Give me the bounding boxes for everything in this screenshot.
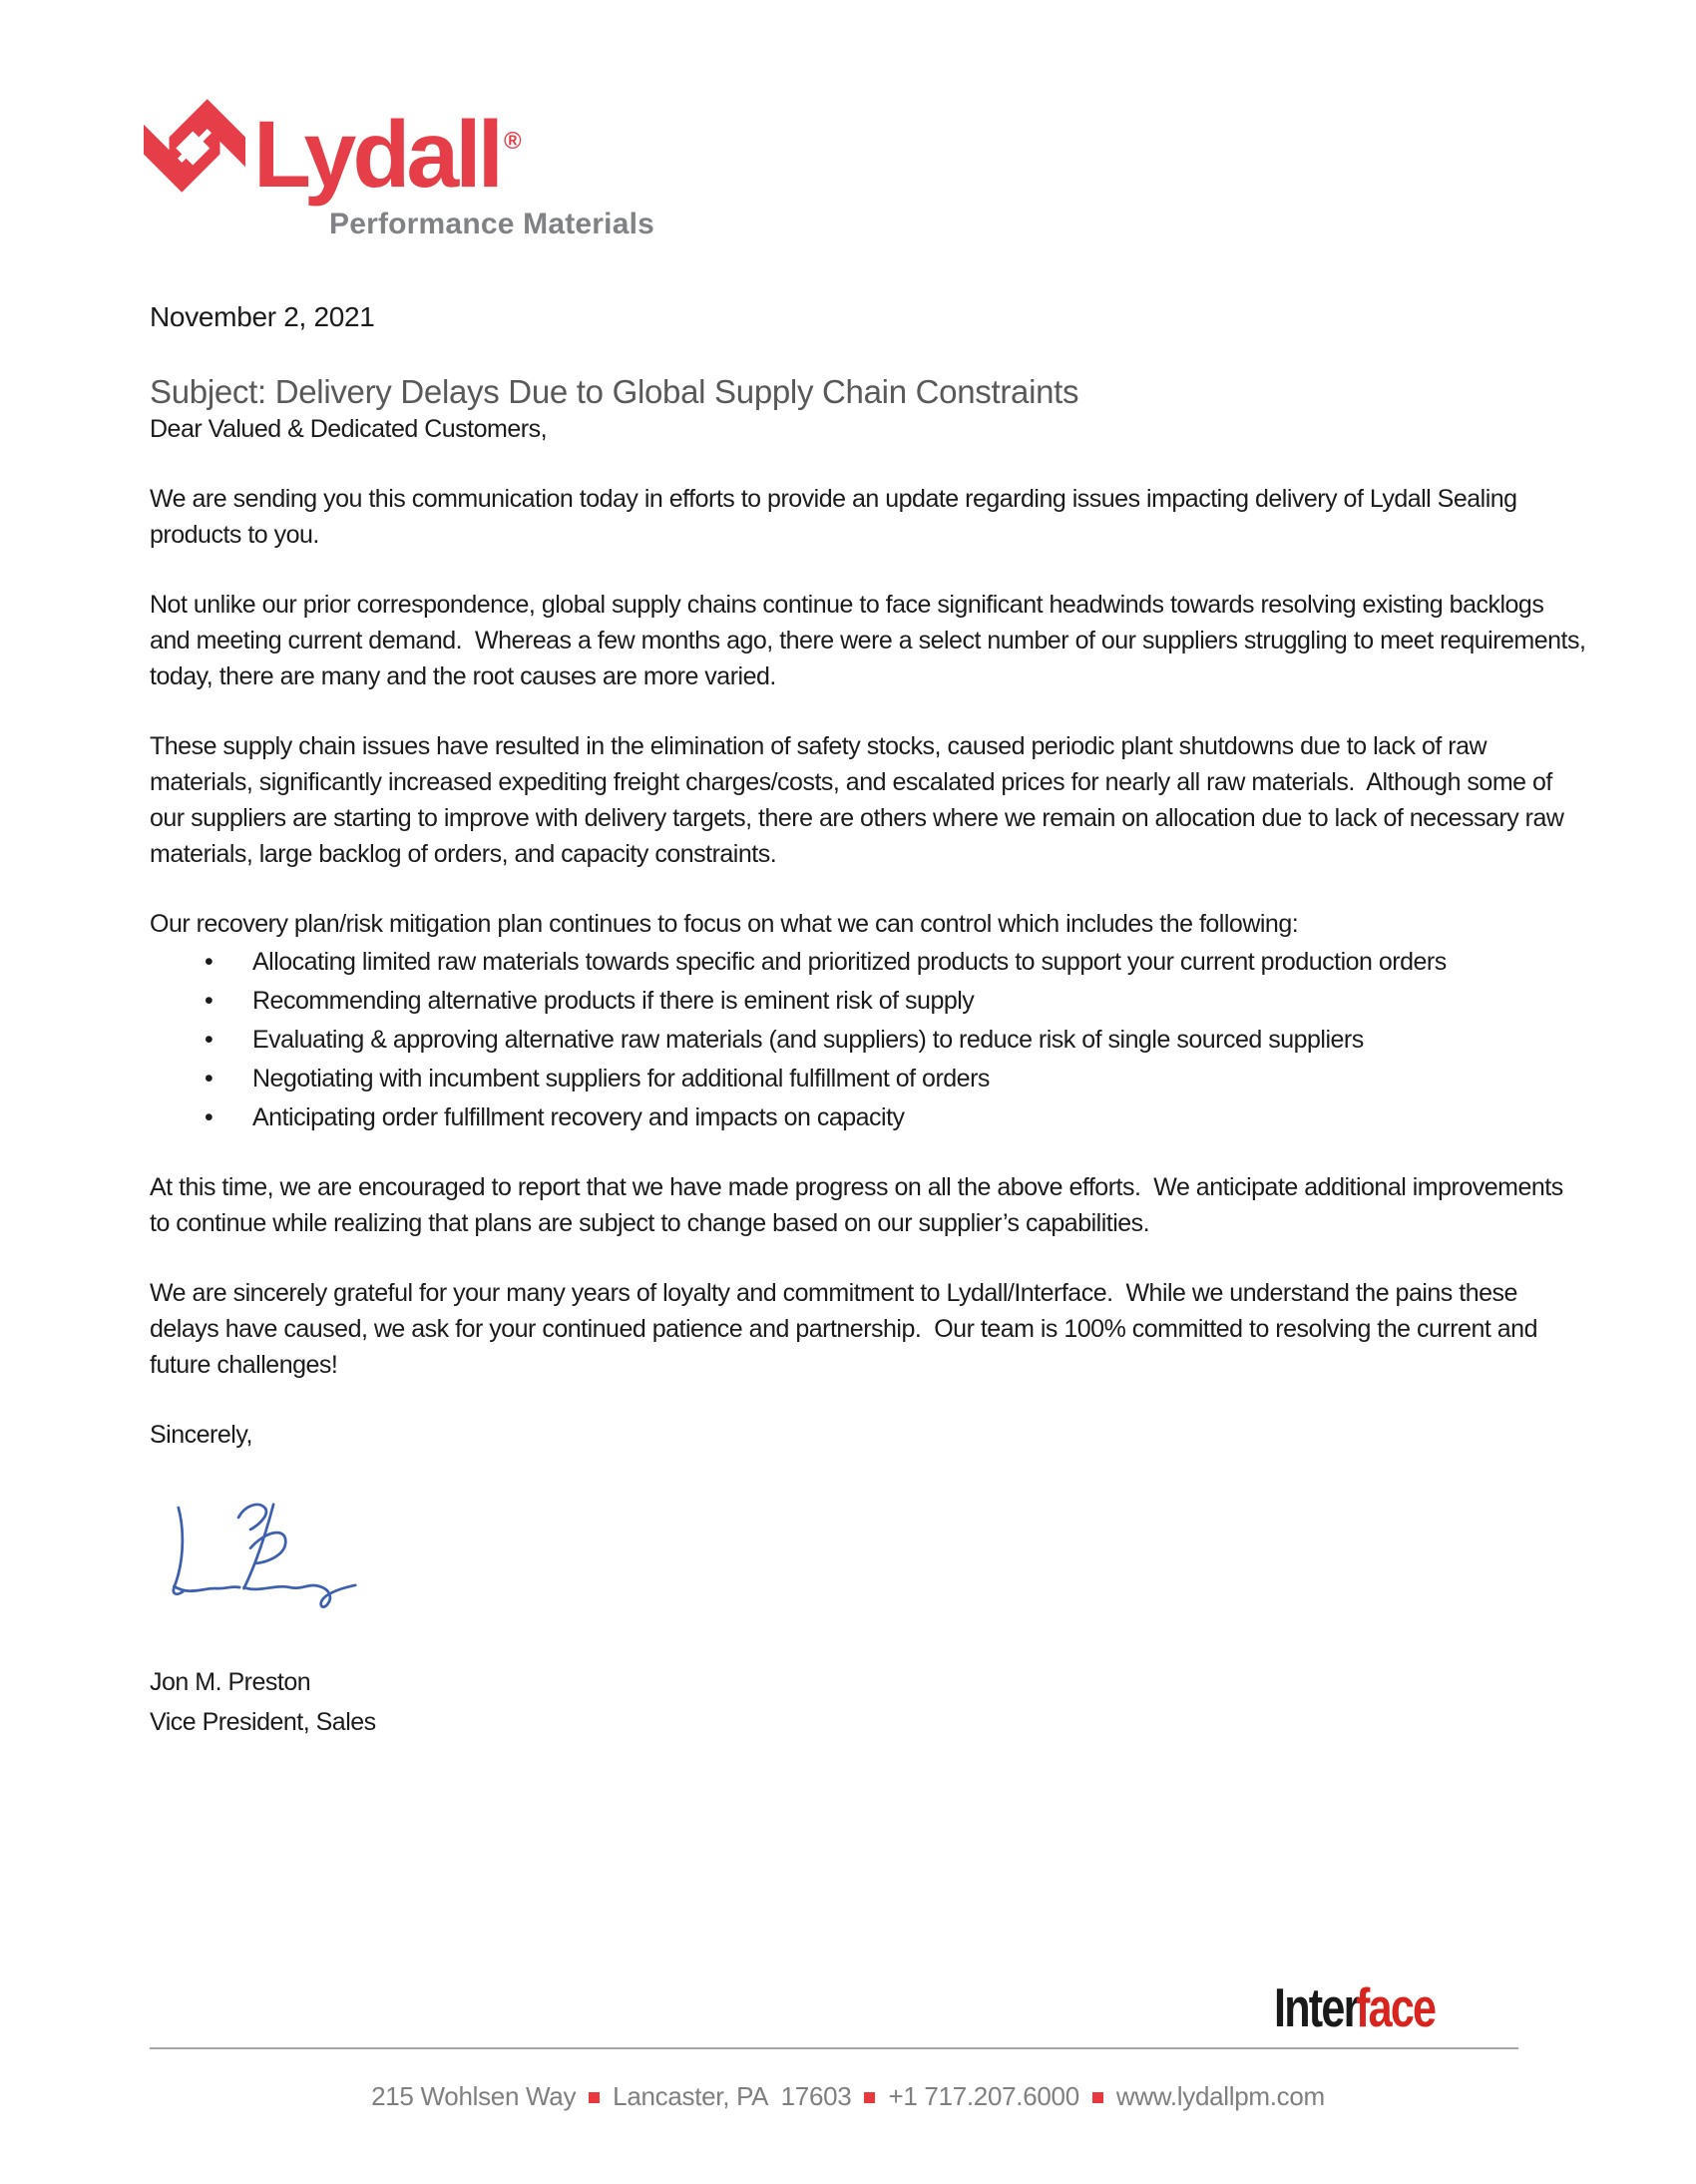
- bullet-list-intro: Our recovery plan/risk mitigation plan continues to focus on what we can control which includes the following:: [150, 910, 1299, 938]
- lydall-logo: [144, 93, 1586, 241]
- paragraph: We are sending you this communication today in efforts to provide an update regarding issues impacting delivery of Lydall Sealing products to you.: [150, 485, 1524, 549]
- footer-phone: +1 717.207.6000: [888, 2081, 1079, 2111]
- letter-date: November 2, 2021: [150, 301, 375, 332]
- list-item: • Evaluating & approving alternative raw materials (and suppliers) to reduce risk of single sourced suppliers: [252, 1022, 1586, 1058]
- paragraph: At this time, we are encouraged to report that we have made progress on all the above efforts. We anticipate additional improvements to continue while realizing that plans are subject to change based on our supplier’s capabilities.: [150, 1173, 1570, 1237]
- footer-website: www.lydallpm.com: [1115, 2081, 1325, 2111]
- brand-wordmark: [253, 93, 654, 208]
- subject-line: Subject: Delivery Delays Due to Global Supply Chain Constraints: [150, 373, 1079, 410]
- list-item: • Negotiating with incumbent suppliers for additional fulfillment of orders: [252, 1061, 1586, 1096]
- footer-city: Lancaster, PA 17603: [613, 2081, 852, 2111]
- signer-block: [150, 1662, 1586, 1742]
- signer-name: Jon M. Preston: [150, 1668, 311, 1696]
- list-item: • Recommending alternative products if there is eminent risk of supply: [252, 983, 1586, 1019]
- separator-square-icon: [589, 2092, 600, 2103]
- interface-logo: [1273, 1977, 1435, 2039]
- signoff: Sincerely,: [150, 1421, 252, 1449]
- footer-street: 215 Wohlsen Way: [371, 2081, 577, 2111]
- footer-address: [0, 2081, 1696, 2112]
- separator-square-icon: [864, 2092, 875, 2103]
- paragraph: We are sincerely grateful for your many years of loyalty and commitment to Lydall/Interface. While we understand the pains these delays have caused, we ask for your continued patience and partnership. Our team is 100% committed to resolving the current and future challenges!: [150, 1279, 1544, 1379]
- salutation: Dear Valued & Dedicated Customers,: [150, 415, 548, 443]
- interface-logo-black-part: Inter: [1273, 1977, 1359, 2039]
- lydall-logo-icon: [144, 99, 245, 193]
- footer-divider: [150, 2047, 1518, 2049]
- registered-mark: ®: [504, 128, 522, 155]
- separator-square-icon: [1092, 2092, 1103, 2103]
- recovery-plan-list: [150, 944, 1586, 1135]
- brand-tagline: Performance Materials: [329, 208, 655, 240]
- paragraph: Not unlike our prior correspondence, global supply chains continue to face significant headwinds towards resolving existing backlogs and meeting current demand. Whereas a few months ago, there were a select number of our suppliers struggling to meet requirements, today, there are many and the root causes are more varied.: [150, 591, 1592, 690]
- brand-name: Lydall: [253, 102, 500, 208]
- list-item: • Allocating limited raw materials towards specific and prioritized products to support your current production orders: [252, 944, 1586, 980]
- signer-title: Vice President, Sales: [150, 1708, 376, 1736]
- signature-image: [158, 1495, 387, 1622]
- interface-logo-red-part: face: [1355, 1977, 1435, 2039]
- paragraph: These supply chain issues have resulted in the elimination of safety stocks, caused periodic plant shutdowns due to lack of raw materials, significantly increased expediting freight charges/costs, and escalated prices for nearly all raw materials. Although some of our suppliers are starting to improve with delivery targets, there are others where we remain on allocation due to lack of necessary raw materials, large backlog of orders, and capacity constraints.: [150, 732, 1570, 868]
- list-item: • Anticipating order fulfillment recovery and impacts on capacity: [252, 1099, 1586, 1135]
